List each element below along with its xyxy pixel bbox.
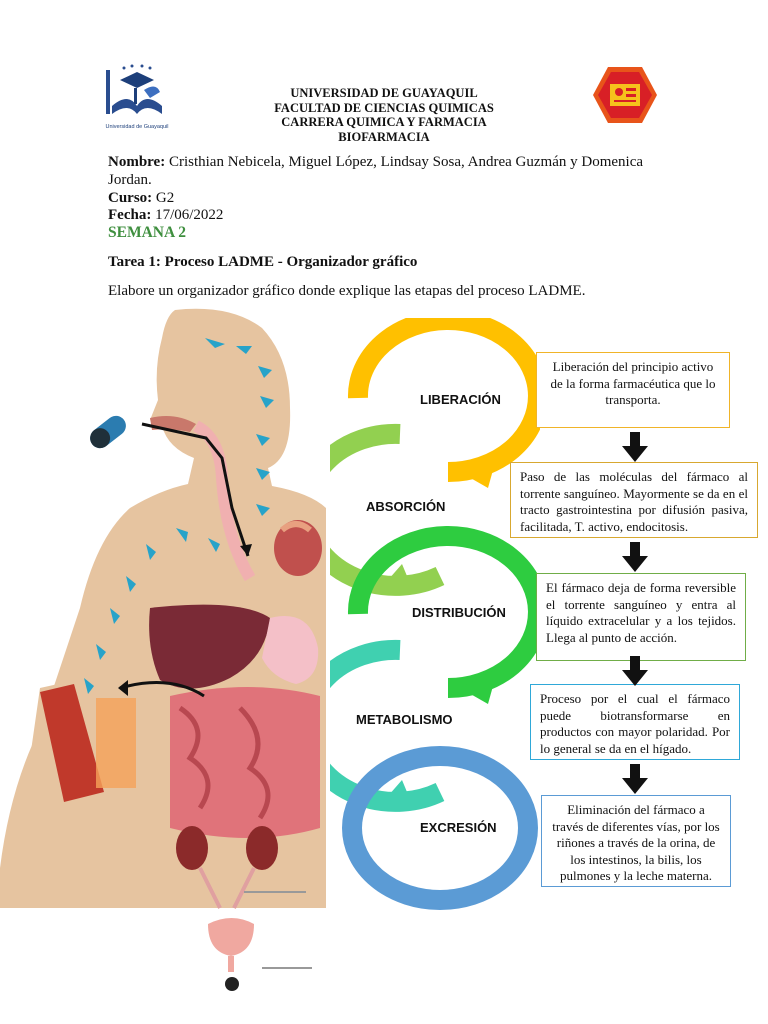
- header-line: FACULTAD DE CIENCIAS QUIMICAS: [274, 100, 494, 115]
- header-line: BIOFARMACIA: [338, 129, 430, 144]
- logo-caption: Universidad de Guayaquil: [105, 124, 169, 130]
- down-arrow-icon: [622, 764, 648, 794]
- faculty-logo: [592, 66, 658, 124]
- curso-label: Curso:: [108, 190, 153, 206]
- desc-box-excresion: Eliminación del fármaco a través de diferentes vías, por los riñones a través de la orina, de los intestinos, la bilis, los pulmones y la leche materna.: [541, 795, 731, 887]
- stage-metabolismo: METABOLISMO: [356, 712, 453, 727]
- stage-liberacion: LIBERACIÓN: [420, 392, 501, 407]
- fecha-value: 17/06/2022: [151, 207, 224, 223]
- nombre-label: Nombre:: [108, 154, 166, 170]
- stage-excresion: EXCRESIÓN: [420, 820, 497, 835]
- nombre-value: Cristhian Nebicela, Miguel López, Lindsay Sosa, Andrea Guzmán y Domenica: [165, 154, 644, 170]
- university-logo: [100, 62, 174, 132]
- down-arrow-icon: [622, 542, 648, 572]
- course: [108, 189, 688, 207]
- header-line: UNIVERSIDAD DE GUAYAQUIL: [290, 86, 478, 100]
- curso-value: G2: [152, 190, 175, 206]
- down-arrow-icon: [622, 656, 648, 686]
- fecha-label: Fecha:: [108, 207, 152, 223]
- student-names: [108, 153, 688, 171]
- down-arrow-icon: [622, 432, 648, 462]
- desc-box-liberacion: Liberación del principio activo de la forma farmacéutica que lo transporta.: [536, 352, 730, 428]
- desc-box-absorcion: Paso de las moléculas del fármaco al torrente sanguíneo. Mayormente se da en el tracto gastrointestina por difusión pasiva, facilitada, T. activo, endocitosis.: [510, 462, 758, 538]
- task-instruction: Elabore un organizador gráfico donde explique las etapas del proceso LADME.: [108, 283, 586, 299]
- task-title: Tarea 1: Proceso LADME - Organizador gráfico: [108, 254, 418, 270]
- date: [108, 206, 688, 224]
- header-line: CARRERA QUIMICA Y FARMACIA: [281, 115, 487, 129]
- stage-distribucion: DISTRIBUCIÓN: [412, 605, 506, 620]
- body-illustration: [0, 308, 330, 1000]
- desc-box-metabolismo: Proceso por el cual el fármaco puede biotransformarse en productos con mayor polaridad. Por lo general se da en el hígado.: [530, 684, 740, 760]
- stage-absorcion: ABSORCIÓN: [366, 499, 446, 514]
- week-heading: SEMANA 2: [108, 224, 186, 241]
- institution-header: [200, 86, 568, 144]
- desc-box-distribucion: El fármaco deja de forma reversible el torrente sanguíneo y entra al líquido extracelular y a los tejidos. Llega al punto de acción.: [536, 573, 746, 661]
- student-names-cont: Jordan.: [108, 172, 152, 188]
